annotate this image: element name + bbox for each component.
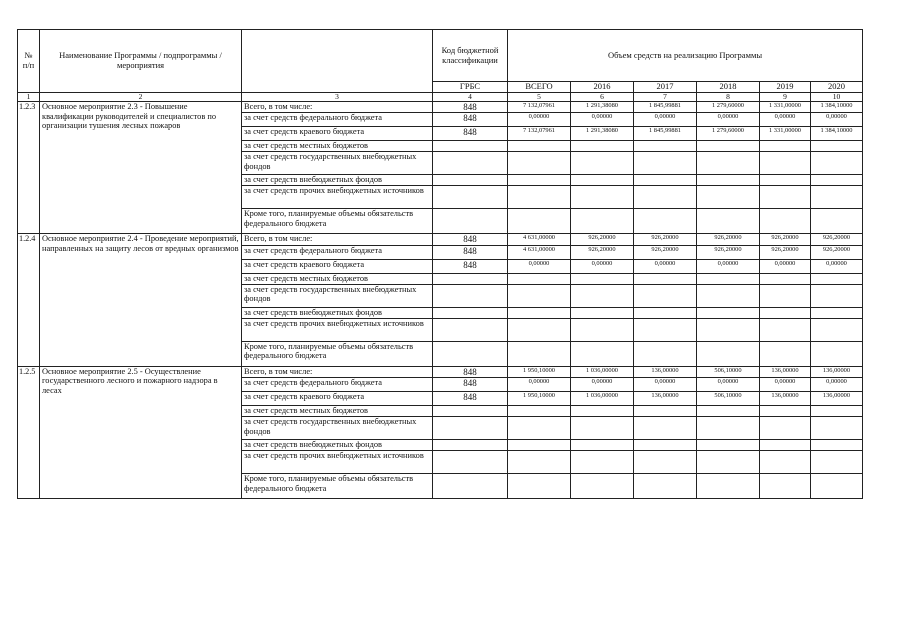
- header-year: 2016: [571, 82, 634, 93]
- amount-year: [571, 141, 634, 152]
- column-numbers-row: [18, 93, 863, 102]
- grbs-code: 848: [433, 113, 508, 127]
- amount-year: [634, 175, 697, 186]
- amount-year: 926,20000: [571, 245, 634, 259]
- amount-year: 0,00000: [571, 378, 634, 392]
- funding-source: за счет средств краевого бюджета: [242, 392, 433, 406]
- funding-source: за счет средств федерального бюджета: [242, 245, 433, 259]
- amount-total: 1 950,10000: [508, 392, 571, 406]
- amount-total: 0,00000: [508, 113, 571, 127]
- amount-year: [697, 440, 760, 451]
- amount-year: [811, 341, 863, 366]
- amount-year: 1 279,60000: [697, 102, 760, 113]
- amount-year: [760, 186, 811, 209]
- amount-year: 926,20000: [697, 245, 760, 259]
- amount-year: [697, 474, 760, 499]
- funding-source: за счет средств прочих внебюджетных источников: [242, 318, 433, 341]
- amount-total: [508, 406, 571, 417]
- amount-year: [811, 141, 863, 152]
- table-row: [18, 234, 863, 245]
- amount-year: [634, 273, 697, 284]
- header-grbs: ГРБС: [433, 82, 508, 93]
- funding-source: за счет средств местных бюджетов: [242, 141, 433, 152]
- amount-year: 506,10000: [697, 366, 760, 377]
- grbs-code: 848: [433, 127, 508, 141]
- amount-total: 4 631,00000: [508, 234, 571, 245]
- amount-total: [508, 284, 571, 307]
- amount-year: [634, 209, 697, 234]
- table-row: [18, 366, 863, 377]
- grbs-code: 848: [433, 366, 508, 377]
- funding-source: за счет средств государственных внебюджетных фондов: [242, 152, 433, 175]
- amount-year: 136,00000: [811, 366, 863, 377]
- amount-year: [811, 440, 863, 451]
- amount-total: 1 950,10000: [508, 366, 571, 377]
- funding-source: за счет средств внебюджетных фондов: [242, 440, 433, 451]
- grbs-code: [433, 141, 508, 152]
- amount-year: 136,00000: [811, 392, 863, 406]
- budget-table: [17, 29, 863, 499]
- item-name: Основное мероприятие 2.5 - Осуществление государственного лесного и пожарного надзора в лесах: [40, 366, 242, 498]
- amount-year: 0,00000: [634, 113, 697, 127]
- amount-year: [697, 175, 760, 186]
- grbs-code: [433, 209, 508, 234]
- amount-total: 7 132,07961: [508, 102, 571, 113]
- item-code: 1.2.4: [18, 234, 40, 366]
- item-name: Основное мероприятие 2.4 - Проведение мероприятий, направленных на защиту лесов от вредных организмов: [40, 234, 242, 366]
- amount-total: 7 132,07961: [508, 127, 571, 141]
- header-year: 2019: [760, 82, 811, 93]
- amount-year: [760, 341, 811, 366]
- amount-year: 926,20000: [697, 234, 760, 245]
- amount-year: 0,00000: [571, 113, 634, 127]
- funding-source: Всего, в том числе:: [242, 366, 433, 377]
- funding-source: за счет средств краевого бюджета: [242, 127, 433, 141]
- amount-year: 926,20000: [760, 245, 811, 259]
- column-number: 5: [508, 93, 571, 102]
- funding-source: за счет средств внебюджетных фондов: [242, 307, 433, 318]
- header-year: 2017: [634, 82, 697, 93]
- amount-year: 0,00000: [697, 113, 760, 127]
- table-row: [18, 102, 863, 113]
- amount-total: [508, 341, 571, 366]
- funding-source: Кроме того, планируемые объемы обязательств федерального бюджета: [242, 209, 433, 234]
- funding-source: за счет средств государственных внебюджетных фондов: [242, 284, 433, 307]
- amount-total: [508, 474, 571, 499]
- amount-year: [760, 307, 811, 318]
- header-year: 2020: [811, 82, 863, 93]
- amount-year: 0,00000: [760, 113, 811, 127]
- amount-year: [571, 417, 634, 440]
- amount-year: [697, 186, 760, 209]
- amount-year: [571, 307, 634, 318]
- column-number: 9: [760, 93, 811, 102]
- amount-year: [634, 186, 697, 209]
- funding-source: за счет средств государственных внебюджетных фондов: [242, 417, 433, 440]
- grbs-code: [433, 284, 508, 307]
- amount-year: [697, 341, 760, 366]
- funding-source: за счет средств местных бюджетов: [242, 406, 433, 417]
- header-volume: Объем средств на реализацию Программы: [508, 30, 863, 82]
- amount-year: [634, 440, 697, 451]
- amount-year: 0,00000: [571, 259, 634, 273]
- amount-total: [508, 152, 571, 175]
- grbs-code: [433, 307, 508, 318]
- amount-year: [811, 318, 863, 341]
- amount-year: 1 384,10000: [811, 102, 863, 113]
- amount-year: 0,00000: [811, 113, 863, 127]
- funding-source: Кроме того, планируемые объемы обязательств федерального бюджета: [242, 474, 433, 499]
- amount-year: 926,20000: [571, 234, 634, 245]
- grbs-code: [433, 273, 508, 284]
- amount-year: 1 384,10000: [811, 127, 863, 141]
- amount-year: [697, 209, 760, 234]
- amount-year: [697, 406, 760, 417]
- amount-total: [508, 307, 571, 318]
- amount-total: 4 631,00000: [508, 245, 571, 259]
- amount-year: 1 279,60000: [697, 127, 760, 141]
- header-source: [242, 30, 433, 93]
- amount-year: 0,00000: [760, 259, 811, 273]
- amount-year: [634, 318, 697, 341]
- amount-total: [508, 273, 571, 284]
- amount-year: [760, 474, 811, 499]
- column-number: 2: [40, 93, 242, 102]
- amount-year: [634, 141, 697, 152]
- amount-year: 1 291,38080: [571, 102, 634, 113]
- header-num: № п/п: [18, 30, 40, 93]
- column-number: 6: [571, 93, 634, 102]
- grbs-code: [433, 440, 508, 451]
- amount-year: [697, 284, 760, 307]
- amount-total: [508, 186, 571, 209]
- amount-total: [508, 175, 571, 186]
- grbs-code: 848: [433, 234, 508, 245]
- amount-total: [508, 318, 571, 341]
- amount-year: 926,20000: [760, 234, 811, 245]
- amount-year: 1 845,99881: [634, 127, 697, 141]
- amount-year: [697, 141, 760, 152]
- amount-year: 1 036,00000: [571, 366, 634, 377]
- amount-year: [811, 175, 863, 186]
- funding-source: за счет средств федерального бюджета: [242, 378, 433, 392]
- amount-year: 926,20000: [634, 245, 697, 259]
- amount-year: [760, 152, 811, 175]
- amount-total: [508, 209, 571, 234]
- amount-year: 1 331,00000: [760, 127, 811, 141]
- funding-source: за счет средств прочих внебюджетных источников: [242, 451, 433, 474]
- amount-year: [634, 307, 697, 318]
- amount-year: 0,00000: [634, 378, 697, 392]
- amount-year: [811, 273, 863, 284]
- column-number: 3: [242, 93, 433, 102]
- amount-year: [760, 141, 811, 152]
- amount-year: [571, 186, 634, 209]
- amount-year: [760, 417, 811, 440]
- amount-year: 0,00000: [697, 378, 760, 392]
- table-header: [18, 30, 863, 102]
- funding-source: Всего, в том числе:: [242, 102, 433, 113]
- amount-year: [760, 175, 811, 186]
- amount-year: 0,00000: [811, 378, 863, 392]
- header-year: 2018: [697, 82, 760, 93]
- amount-year: [760, 318, 811, 341]
- amount-year: 0,00000: [760, 378, 811, 392]
- amount-year: [760, 406, 811, 417]
- amount-year: [697, 152, 760, 175]
- amount-year: [571, 273, 634, 284]
- grbs-code: [433, 406, 508, 417]
- header-total: ВСЕГО: [508, 82, 571, 93]
- amount-year: [697, 318, 760, 341]
- amount-year: 1 331,00000: [760, 102, 811, 113]
- amount-year: [760, 273, 811, 284]
- amount-year: 136,00000: [634, 366, 697, 377]
- amount-year: [811, 474, 863, 499]
- amount-year: [811, 406, 863, 417]
- amount-year: [811, 186, 863, 209]
- grbs-code: 848: [433, 245, 508, 259]
- amount-total: 0,00000: [508, 378, 571, 392]
- column-number: 7: [634, 93, 697, 102]
- amount-year: 136,00000: [760, 392, 811, 406]
- amount-total: [508, 417, 571, 440]
- amount-total: [508, 141, 571, 152]
- grbs-code: [433, 152, 508, 175]
- amount-year: [571, 175, 634, 186]
- amount-year: [697, 417, 760, 440]
- amount-year: [760, 451, 811, 474]
- amount-year: [571, 152, 634, 175]
- amount-year: [697, 307, 760, 318]
- amount-year: [571, 318, 634, 341]
- grbs-code: [433, 175, 508, 186]
- amount-year: [571, 284, 634, 307]
- column-number: 1: [18, 93, 40, 102]
- header-name: Наименование Программы / подпрограммы / мероприятия: [40, 30, 242, 93]
- amount-year: 136,00000: [760, 366, 811, 377]
- amount-year: [571, 451, 634, 474]
- grbs-code: [433, 341, 508, 366]
- grbs-code: [433, 451, 508, 474]
- funding-source: Всего, в том числе:: [242, 234, 433, 245]
- funding-source: Кроме того, планируемые объемы обязательств федерального бюджета: [242, 341, 433, 366]
- amount-year: [811, 284, 863, 307]
- amount-year: 506,10000: [697, 392, 760, 406]
- amount-year: 1 036,00000: [571, 392, 634, 406]
- amount-year: 926,20000: [634, 234, 697, 245]
- amount-year: [571, 406, 634, 417]
- amount-year: 1 291,38080: [571, 127, 634, 141]
- grbs-code: 848: [433, 259, 508, 273]
- amount-year: 1 845,99881: [634, 102, 697, 113]
- amount-year: [634, 341, 697, 366]
- amount-year: [571, 209, 634, 234]
- grbs-code: [433, 186, 508, 209]
- grbs-code: 848: [433, 392, 508, 406]
- column-number: 10: [811, 93, 863, 102]
- amount-total: 0,00000: [508, 259, 571, 273]
- amount-year: [811, 152, 863, 175]
- amount-year: [634, 152, 697, 175]
- grbs-code: 848: [433, 378, 508, 392]
- funding-source: за счет средств прочих внебюджетных источников: [242, 186, 433, 209]
- amount-year: [634, 417, 697, 440]
- amount-year: 136,00000: [634, 392, 697, 406]
- funding-source: за счет средств внебюджетных фондов: [242, 175, 433, 186]
- column-number: 4: [433, 93, 508, 102]
- grbs-code: [433, 417, 508, 440]
- amount-year: 0,00000: [811, 259, 863, 273]
- amount-year: [811, 451, 863, 474]
- grbs-code: [433, 318, 508, 341]
- amount-year: [634, 284, 697, 307]
- table-body: [18, 102, 863, 499]
- amount-total: [508, 451, 571, 474]
- funding-source: за счет средств федерального бюджета: [242, 113, 433, 127]
- amount-year: [634, 474, 697, 499]
- amount-year: 926,20000: [811, 234, 863, 245]
- item-name: Основное мероприятие 2.3 - Повышение квалификации руководителей и специалистов по организации тушения лесных пожаров: [40, 102, 242, 234]
- item-code: 1.2.3: [18, 102, 40, 234]
- grbs-code: [433, 474, 508, 499]
- amount-year: [697, 451, 760, 474]
- amount-year: 0,00000: [634, 259, 697, 273]
- header-bk: Код бюджетной классификации: [433, 30, 508, 82]
- funding-source: за счет средств местных бюджетов: [242, 273, 433, 284]
- amount-year: [760, 440, 811, 451]
- amount-year: [760, 284, 811, 307]
- funding-source: за счет средств краевого бюджета: [242, 259, 433, 273]
- amount-year: [634, 451, 697, 474]
- amount-year: [571, 341, 634, 366]
- amount-year: [811, 307, 863, 318]
- amount-year: [760, 209, 811, 234]
- amount-year: [571, 474, 634, 499]
- amount-year: [571, 440, 634, 451]
- item-code: 1.2.5: [18, 366, 40, 498]
- amount-year: 0,00000: [697, 259, 760, 273]
- amount-year: [811, 417, 863, 440]
- grbs-code: 848: [433, 102, 508, 113]
- amount-year: 926,20000: [811, 245, 863, 259]
- amount-year: [811, 209, 863, 234]
- column-number: 8: [697, 93, 760, 102]
- amount-year: [697, 273, 760, 284]
- amount-total: [508, 440, 571, 451]
- amount-year: [634, 406, 697, 417]
